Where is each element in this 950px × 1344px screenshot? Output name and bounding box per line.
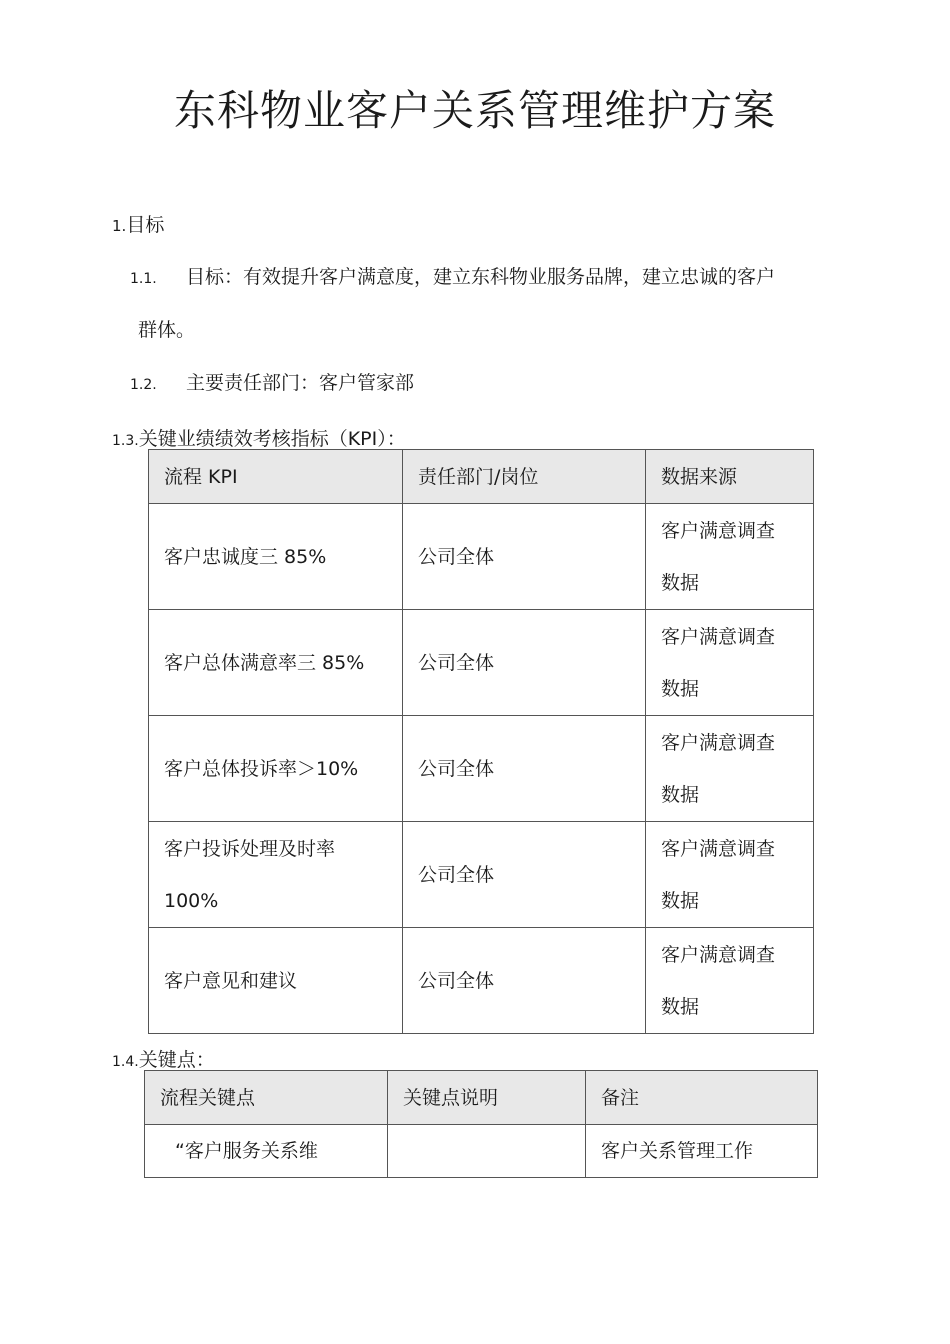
- section-number: 1.: [112, 217, 127, 235]
- source-cell: 客户满意调查 数据: [646, 716, 814, 822]
- kpi-table: [148, 449, 814, 1034]
- header-source: 数据来源: [646, 450, 814, 504]
- item-number: 1.2.: [130, 377, 157, 393]
- section-heading-1: [112, 210, 164, 237]
- keypoint-table: [144, 1070, 818, 1178]
- source-cell: 客户满意调查 数据: [646, 928, 814, 1034]
- item-number: 1.1.: [130, 271, 157, 287]
- item-text: 主要责任部门：客户管家部: [186, 372, 415, 394]
- header-kpi: 流程 KPI: [149, 450, 403, 504]
- table-row: [149, 822, 814, 928]
- point-cell: “客户服务关系维: [145, 1125, 388, 1178]
- paragraph-1-1: [130, 262, 775, 289]
- paragraph-1-4: [112, 1045, 215, 1072]
- header-note: 备注: [586, 1071, 818, 1125]
- item-text: 关键业绩绩效考核指标（KPI）：: [138, 428, 406, 450]
- table-row: [149, 716, 814, 822]
- header-dept: 责任部门/岗位: [403, 450, 646, 504]
- dept-cell: 公司全体: [403, 504, 646, 610]
- section-heading-text: 目标: [126, 214, 165, 236]
- document-title: 东科物业客户关系管理维护方案: [173, 86, 776, 135]
- note-cell: 客户关系管理工作: [586, 1125, 818, 1178]
- kpi-cell: 客户意见和建议: [149, 928, 403, 1034]
- desc-cell: [388, 1125, 586, 1178]
- paragraph-1-1-continued: 群体。: [138, 319, 196, 341]
- source-cell: 客户满意调查 数据: [646, 822, 814, 928]
- table-header-row: [149, 450, 814, 504]
- dept-cell: 公司全体: [403, 610, 646, 716]
- table-row: [149, 610, 814, 716]
- item-number: 1.4.: [112, 1054, 139, 1070]
- source-cell: 客户满意调查 数据: [646, 504, 814, 610]
- item-number: 1.3.: [112, 433, 139, 449]
- header-point: 流程关键点: [145, 1071, 388, 1125]
- table-row: [149, 928, 814, 1034]
- source-cell: 客户满意调查 数据: [646, 610, 814, 716]
- dept-cell: 公司全体: [403, 716, 646, 822]
- kpi-cell: 客户忠诚度三 85%: [149, 504, 403, 610]
- kpi-cell: 客户总体投诉率＞10%: [149, 716, 403, 822]
- dept-cell: 公司全体: [403, 822, 646, 928]
- kpi-cell: 客户总体满意率三 85%: [149, 610, 403, 716]
- table-row: [149, 504, 814, 610]
- table-row: [145, 1125, 818, 1178]
- item-text: 关键点：: [138, 1049, 215, 1071]
- dept-cell: 公司全体: [403, 928, 646, 1034]
- table-header-row: [145, 1071, 818, 1125]
- header-desc: 关键点说明: [388, 1071, 586, 1125]
- paragraph-1-3: [112, 424, 406, 451]
- item-text: 目标：有效提升客户满意度，建立东科物业服务品牌，建立忠诚的客户: [186, 266, 776, 288]
- kpi-cell: 客户投诉处理及时率 100%: [149, 822, 403, 928]
- paragraph-1-2: [130, 368, 414, 395]
